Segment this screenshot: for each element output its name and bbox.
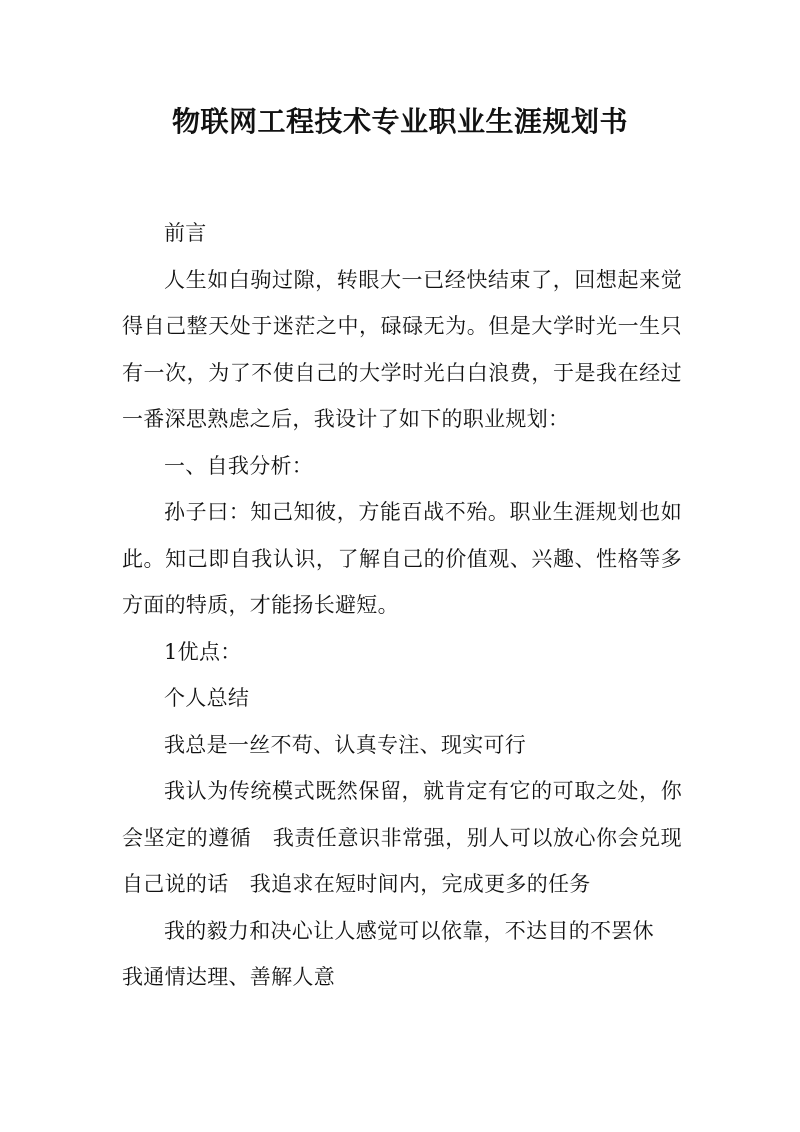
- paragraph-trait-tradition: 我认为传统模式既然保留，就肯定有它的可取之处，你会坚定的遵循 我责任意识非常强，别人可以放心你会兑现自己说的话 我追求在短时间内，完成更多的任务: [122, 779, 682, 896]
- paragraph-trait-perseverance: [122, 908, 682, 1001]
- paragraph-line: 我通情达理、善解人意: [122, 965, 335, 989]
- paragraph-intro: 人生如白驹过隙，转眼大一已经快结束了，回想起来觉得自己整天处于迷茫之中，碌碌无为。但是大学时光一生只有一次，为了不使自己的大学时光白白浪费，于是我在经过一番深思熟虑之后，我设计了如下的职业规划：: [122, 267, 682, 431]
- paragraph-trait-meticulous: 我总是一丝不苟、认真专注、现实可行: [164, 732, 527, 757]
- paragraph-line: 我的毅力和决心让人感觉可以依靠，不达目的不罢休: [164, 918, 654, 943]
- paragraph-personal-summary: 个人总结: [164, 686, 250, 710]
- paragraph-preface: 前言: [164, 221, 207, 245]
- document-title: 物联网工程技术专业职业生涯规划书: [171, 105, 628, 138]
- document-body: [122, 210, 682, 1001]
- paragraph-sunzi: 孙子曰：知己知彼，方能百战不殆。职业生涯规划也如此。知己即自我认识，了解自己的价值观、兴趣、性格等多方面的特质，才能扬长避短。: [122, 500, 682, 617]
- paragraph-strengths-heading: 1优点：: [164, 639, 242, 664]
- paragraph-heading-self-analysis: 一、自我分析：: [164, 453, 314, 478]
